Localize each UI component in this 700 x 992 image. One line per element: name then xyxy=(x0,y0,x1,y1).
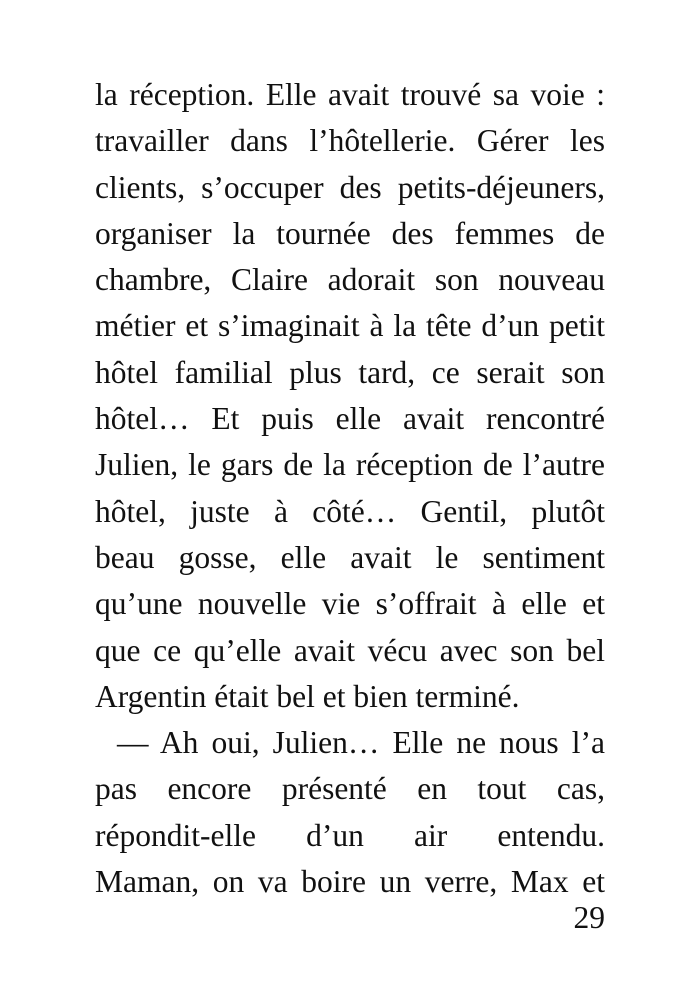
text-line: hôtel, juste à côté… Gentil, plutôt xyxy=(95,493,605,529)
page-number: 29 xyxy=(573,900,605,935)
text-line: Argentin était bel et bien terminé. xyxy=(95,678,520,714)
text-line: qu’une nouvelle vie s’offrait à elle et xyxy=(95,586,605,622)
paragraph-1 xyxy=(95,72,605,720)
text-line: — Ah oui, Julien… Elle ne nous l’a xyxy=(117,725,605,761)
text-line: Julien, le gars de la réception de l’autre xyxy=(95,447,605,483)
text-line: organiser la tournée des femmes de xyxy=(95,215,605,251)
text-line: métier et s’imaginait à la tête d’un petit xyxy=(95,308,605,344)
text-line: que ce qu’elle avait vécu avec son bel xyxy=(95,632,605,668)
text-line: beau gosse, elle avait le sentiment xyxy=(95,539,605,575)
text-line: clients, s’occuper des petits-déjeuners, xyxy=(95,169,605,205)
text-line: la réception. Elle avait trouvé sa voie : xyxy=(95,77,605,112)
text-line: pas encore présenté en tout cas, xyxy=(95,771,605,807)
text-line: chambre, Claire adorait son nouveau xyxy=(95,262,605,298)
text-line: hôtel… Et puis elle avait rencontré xyxy=(95,401,605,437)
paragraph-2 xyxy=(95,720,605,905)
page-body xyxy=(95,72,605,905)
text-line: hôtel familial plus tard, ce serait son xyxy=(95,354,605,390)
text-line: Maman, on va boire un verre, Max et xyxy=(95,864,605,900)
text-line: travailler dans l’hôtellerie. Gérer les xyxy=(95,123,605,159)
text-line: répondit-elle d’un air entendu. xyxy=(95,817,605,853)
